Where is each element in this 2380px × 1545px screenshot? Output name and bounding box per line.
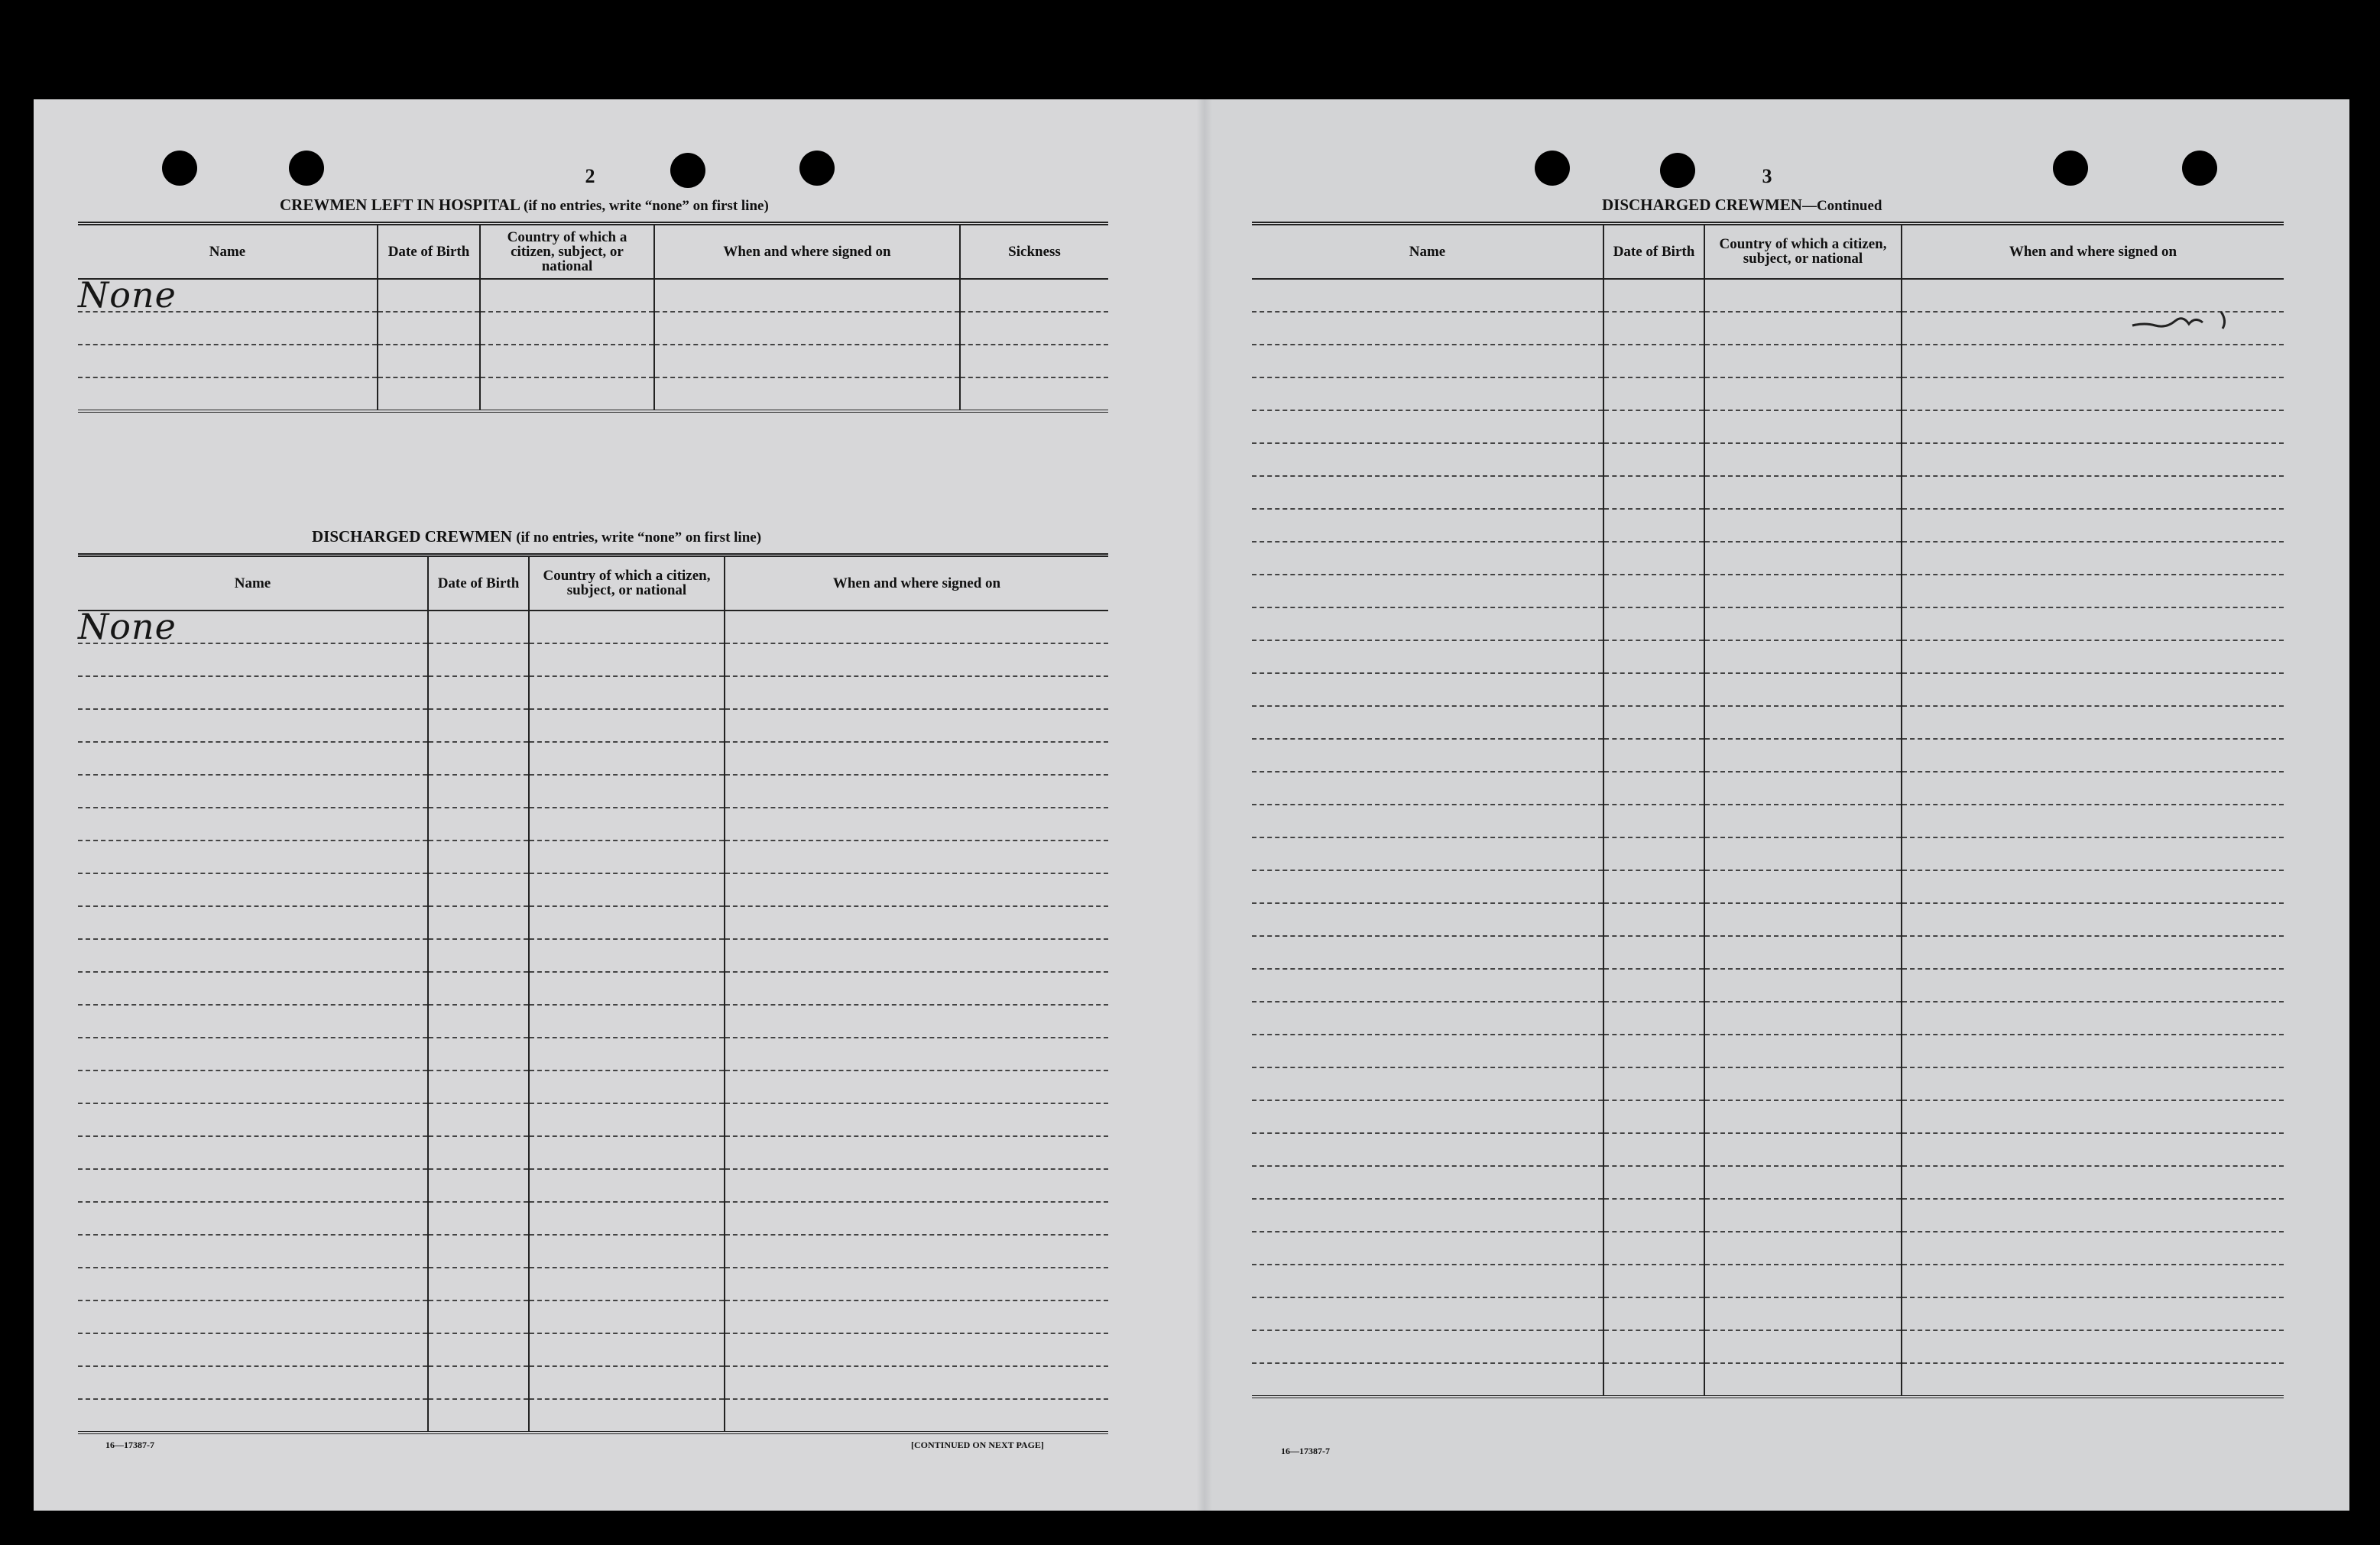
column-header-sickness: Sickness — [960, 224, 1108, 279]
table-row — [78, 643, 1108, 676]
table-row — [78, 1169, 1108, 1202]
table-row — [78, 972, 1108, 1005]
punch-hole — [2182, 151, 2217, 186]
table-row — [1252, 903, 2284, 936]
table-row — [78, 1103, 1108, 1136]
table-row — [78, 279, 1108, 312]
table-row — [1252, 607, 2284, 640]
table-row — [78, 1268, 1108, 1300]
table-row — [78, 873, 1108, 906]
table-row — [1252, 772, 2284, 805]
table-row — [1252, 1265, 2284, 1297]
table-row — [78, 775, 1108, 808]
discharged-title-note: (if no entries, write “none” on first line) — [516, 530, 762, 546]
table-row — [1252, 476, 2284, 509]
column-header-name: Name — [1252, 224, 1603, 279]
page-number: 3 — [1762, 165, 1772, 187]
hospital-table — [78, 222, 1108, 413]
column-header-country: Country of which a citizen, subject, or national — [529, 555, 725, 611]
table-row — [1252, 673, 2284, 706]
table-row — [1252, 969, 2284, 1002]
discharged-continued-text: DISCHARGED CREWMEN — [1602, 196, 1802, 214]
handwritten-entry: None — [78, 279, 378, 312]
form-number: 16—17387-7 — [105, 1440, 154, 1450]
table-row — [1252, 1363, 2284, 1397]
column-header-date-of-birth: Date of Birth — [428, 555, 529, 611]
table-row — [1252, 377, 2284, 410]
punch-hole — [670, 153, 705, 188]
punch-hole — [1660, 153, 1695, 188]
column-header-signed-on: When and where signed on — [1902, 224, 2284, 279]
table-row — [78, 1038, 1108, 1070]
table-row — [78, 1070, 1108, 1103]
table-row — [1252, 1166, 2284, 1199]
table-row — [1252, 640, 2284, 673]
continued-suffix: —Continued — [1801, 198, 1882, 214]
page-number: 2 — [585, 165, 595, 187]
table-row — [1252, 1199, 2284, 1232]
table-row — [78, 742, 1108, 775]
column-header-country: Country of which a citizen, subject, or national — [1704, 224, 1902, 279]
table-row — [1252, 410, 2284, 443]
table-row — [1252, 1067, 2284, 1100]
table-row — [78, 1333, 1108, 1366]
table-row — [1252, 870, 2284, 903]
table-row — [1252, 1100, 2284, 1133]
hospital-section-title — [280, 196, 769, 215]
table-row — [1252, 345, 2284, 377]
punch-hole — [289, 151, 324, 186]
table-row — [1252, 542, 2284, 575]
handwritten-entry: None — [78, 611, 428, 643]
punch-hole — [162, 151, 197, 186]
table-row — [1252, 739, 2284, 772]
column-header-signed-on: When and where signed on — [654, 224, 960, 279]
table-row — [1252, 509, 2284, 542]
discharged-section-title — [312, 527, 761, 546]
table-row — [78, 676, 1108, 709]
table-row — [1252, 1002, 2284, 1035]
table-row — [1252, 1330, 2284, 1363]
column-header-name: Name — [78, 555, 428, 611]
table-row — [78, 1235, 1108, 1268]
hospital-title-text: CREWMEN LEFT IN HOSPITAL — [280, 196, 520, 214]
discharged-continued-table — [1252, 222, 2284, 1398]
table-row — [1252, 575, 2284, 607]
discharged-continued-title — [1602, 196, 1882, 215]
table-row — [78, 1136, 1108, 1169]
table-row — [78, 1366, 1108, 1399]
table-row — [78, 939, 1108, 972]
table-row — [1252, 1035, 2284, 1067]
table-row — [1252, 1133, 2284, 1166]
table-row — [1252, 1232, 2284, 1265]
table-row — [78, 312, 1108, 345]
column-header-country: Country of which a citizen, subject, or national — [480, 224, 654, 279]
table-row — [78, 709, 1108, 742]
table-row — [78, 1005, 1108, 1038]
table-row — [78, 345, 1108, 377]
column-header-date-of-birth: Date of Birth — [378, 224, 480, 279]
punch-hole — [799, 151, 835, 186]
table-row — [78, 1399, 1108, 1433]
column-header-date-of-birth: Date of Birth — [1603, 224, 1704, 279]
table-row — [1252, 936, 2284, 969]
page-fold — [1197, 99, 1212, 1511]
table-row — [78, 377, 1108, 411]
column-header-name: Name — [78, 224, 378, 279]
table-row — [1252, 805, 2284, 837]
table-row — [78, 808, 1108, 841]
table-row — [78, 906, 1108, 939]
handwritten-mark — [2129, 307, 2244, 330]
punch-hole — [2053, 151, 2088, 186]
table-row — [78, 1300, 1108, 1333]
hospital-title-note: (if no entries, write “none” on first line) — [523, 198, 769, 214]
table-row — [1252, 706, 2284, 739]
table-row — [78, 841, 1108, 873]
discharged-title-text: DISCHARGED CREWMEN — [312, 527, 512, 546]
table-row — [1252, 443, 2284, 476]
continued-note: [CONTINUED ON NEXT PAGE] — [911, 1440, 1044, 1450]
table-row — [1252, 837, 2284, 870]
punch-hole — [1535, 151, 1570, 186]
column-header-signed-on: When and where signed on — [725, 555, 1108, 611]
table-row — [78, 611, 1108, 643]
table-row — [78, 1202, 1108, 1235]
form-number: 16—17387-7 — [1281, 1446, 1330, 1456]
discharged-table — [78, 553, 1108, 1434]
table-row — [1252, 1297, 2284, 1330]
